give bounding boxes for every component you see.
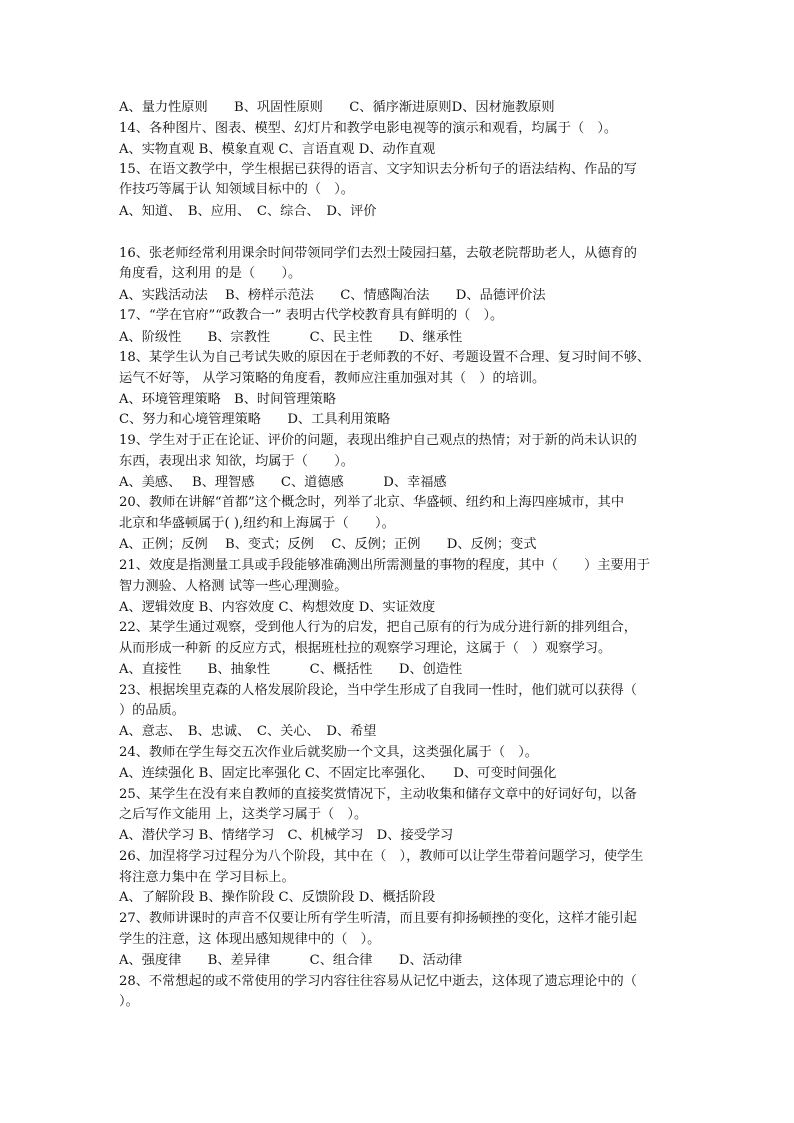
option-line: A、实践活动法 B、榜样示范法 C、情感陶冶法 D、品德评价法 [119, 288, 546, 303]
question-line: 26、加涅将学习过程分为八个阶段，其中在（ ），教师可以让学生带着问题学习，使学生 [119, 849, 644, 864]
option-line: A、阶级性 B、宗教性 C、民主性 D、继承性 [119, 330, 463, 345]
option-line: A、逻辑效度 B、内容效度 C、构想效度 D、实证效度 [119, 600, 436, 615]
option-line: A、环境管理策略 B、时间管理策略 [119, 392, 337, 407]
question-line: 角度看，这利用 的是（ ）。 [119, 266, 302, 281]
question-line: 28、不常想起的或不常使用的学习内容往往容易从记忆中逝去，这体现了遗忘理论中的（ [119, 974, 637, 989]
question-line: 24、教师在学生每交五次作业后就奖励一个文具，这类强化属于（ ）。 [119, 745, 538, 760]
question-line: 东西，表现出求 知欲，均属于（ ）。 [119, 454, 354, 469]
option-line: A、意志、 B、忠诚、 C、关心、 D、希望 [119, 724, 377, 739]
option-line: A、潜伏学习 B、情绪学习 C、机械学习 D、接受学习 [119, 828, 454, 843]
question-line: 18、某学生认为自己考试失败的原因在于老师教的不好、考题设置不合理、复习时间不够、 [119, 350, 651, 365]
option-line: A、正例；反例 B、变式；反例 C、反例；正例 D、反例；变式 [119, 537, 537, 552]
option-line: A、知道、 B、应用、 C、综合、 D、评价 [119, 204, 377, 219]
question-line: ）。 [119, 994, 139, 1009]
option-line: A、连续强化 B、固定比率强化 C、不固定比率强化、 D、可变时间强化 [119, 766, 557, 781]
question-line: 将注意力集中在 学习目标上。 [119, 870, 295, 885]
question-line: 学生的注意，这 体现出感知规律中的（ ）。 [119, 932, 381, 947]
question-line: 19、学生对于正在论证、评价的问题，表现出维护自己观点的热情；对于新的尚未认识的 [119, 433, 637, 448]
question-line: 27、教师讲课时的声音不仅要让所有学生听清，而且要有抑扬顿挫的变化，这样才能引起 [119, 911, 637, 926]
question-line: 运气不好等， 从学习策略的角度看，教师应注重加强对其（ ）的培训。 [119, 371, 546, 386]
question-line: 之后写作文能用 上，这类学习属于（ ）。 [119, 807, 368, 822]
question-line: 北京和华盛顿属于( ),纽约和上海属于（ ）。 [119, 516, 395, 531]
option-line: A、美感、 B、理智感 C、道德感 D、幸福感 [119, 475, 447, 490]
option-line: A、强度律 B、差异律 C、组合律 D、活动律 [119, 953, 463, 968]
question-line: 23、根据埃里克森的人格发展阶段论，当中学生形成了自我同一性时，他们就可以获得（ [119, 683, 637, 698]
question-line: 智力测验、人格测 试等一些心理测验。 [119, 579, 348, 594]
question-line: 从而形成一种新 的反应方式，根据班杜拉的观察学习理论，这属于（ ）观察学习。 [119, 641, 612, 656]
option-line: A、直接性 B、抽象性 C、概括性 D、创造性 [119, 662, 463, 677]
question-line: 22、某学生通过观察，受到他人行为的启发，把自己原有的行为成分进行新的排列组合， [119, 620, 637, 635]
option-line: A、量力性原则 B、巩固性原则 C、循序渐进原则D、因材施教原则 [119, 100, 555, 115]
option-line: C、努力和心境管理策略 D、工具利用策略 [119, 412, 391, 427]
question-line: ）的品质。 [119, 703, 185, 718]
question-line: 25、某学生在没有来自教师的直接奖赏情况下，主动收集和储存文章中的好词好句，以备 [119, 787, 637, 802]
question-line: 15、在语文教学中，学生根据已获得的语言、文字知识去分析句子的语法结构、作品的写 [119, 162, 637, 177]
question-line: 20、教师在讲解“首都”这个概念时，列举了北京、华盛顿、纽约和上海四座城市，其中 [119, 495, 625, 510]
question-line: 21、效度是指测量工具或手段能够准确测出所需测量的事物的程度，其中（ ）主要用于 [119, 558, 651, 573]
option-line: A、了解阶段 B、操作阶段 C、反馈阶段 D、概括阶段 [119, 890, 436, 905]
option-line: A、实物直观 B、模象直观 C、言语直观 D、动作直观 [119, 142, 436, 157]
question-line: 17、“学在官府”“政教合一” 表明古代学校教育具有鲜明的（ ）。 [119, 308, 504, 323]
question-line: 14、各种图片、图表、模型、幻灯片和教学电影电视等的演示和观看，均属于（ ）。 [119, 121, 618, 136]
question-line: 作技巧等属于认 知领域目标中的（ ）。 [119, 182, 354, 197]
question-line: 16、张老师经常利用课余时间带领同学们去烈士陵园扫墓，去敬老院帮助老人，从德育的 [119, 246, 637, 261]
